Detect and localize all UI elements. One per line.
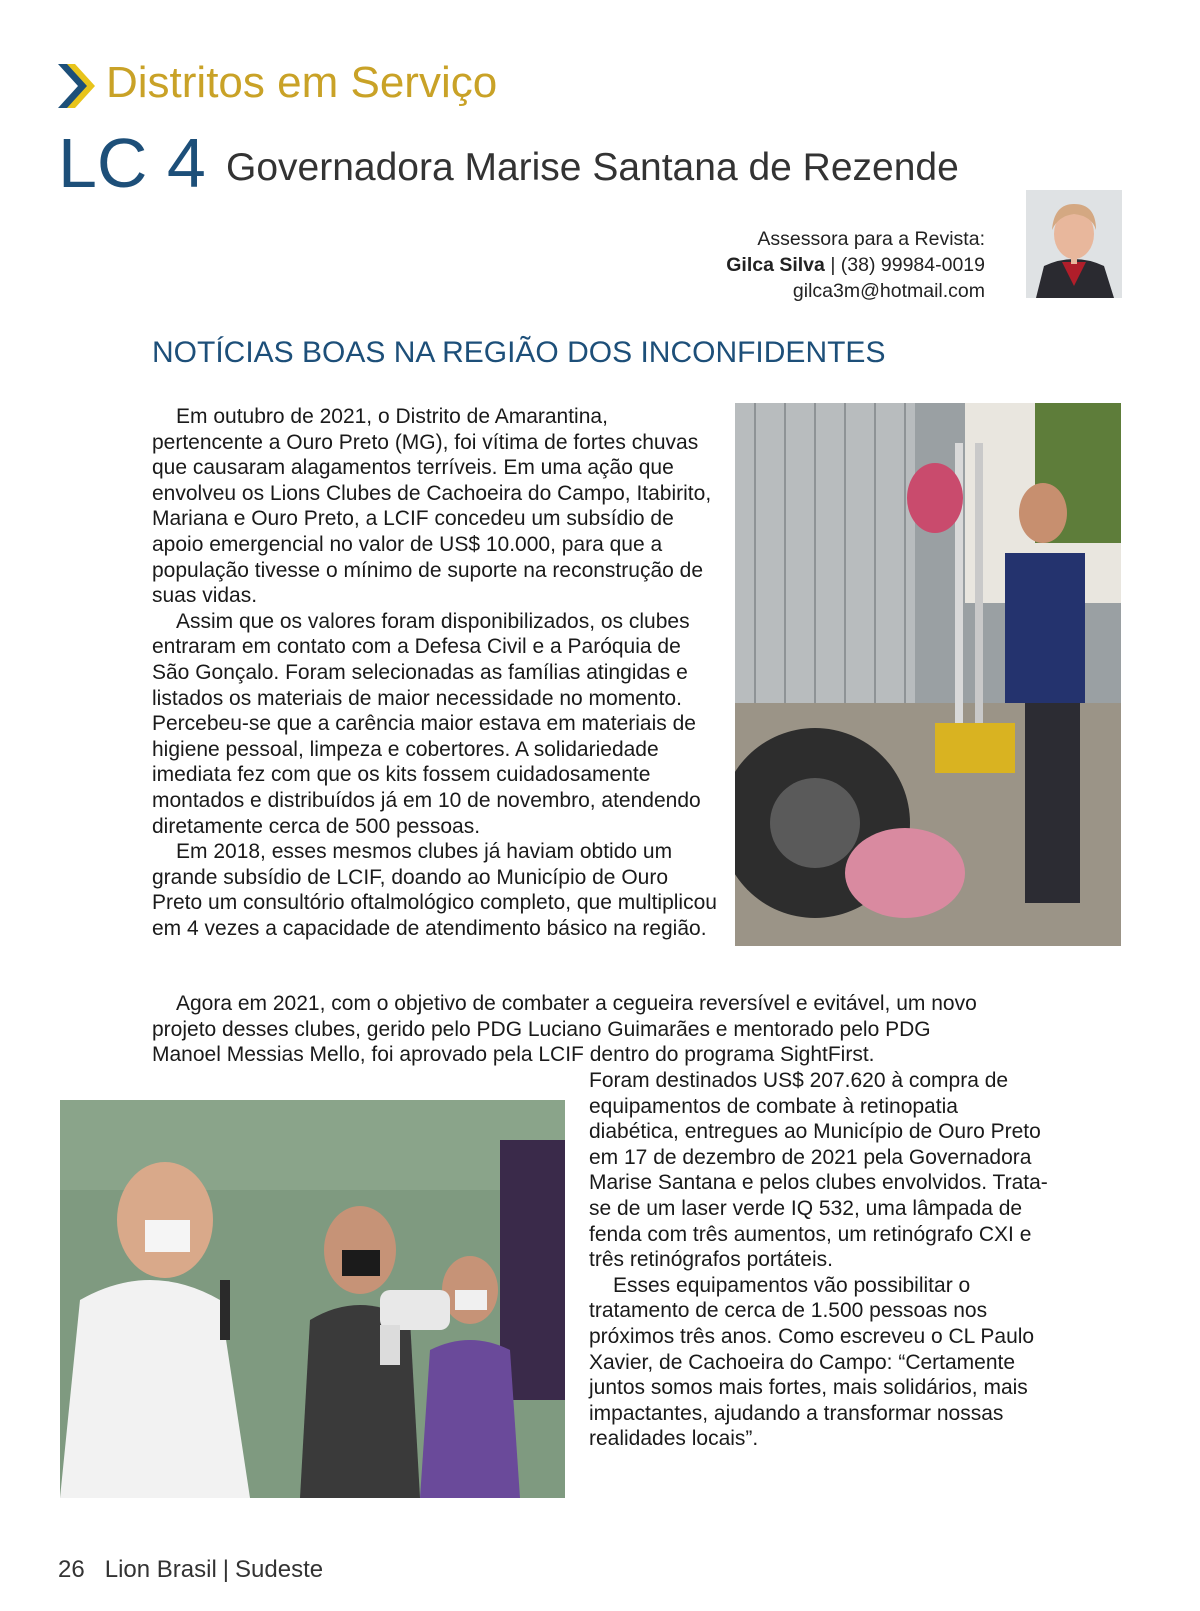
magazine-edition: Sudeste <box>235 1556 324 1583</box>
page-number: 26 <box>58 1556 85 1583</box>
footer-separator: | <box>222 1556 230 1583</box>
governor-name: Governadora Marise Santana de Rezende <box>226 146 959 189</box>
section-title: Distritos em Serviço <box>106 58 498 107</box>
article-column-bottom <box>589 1068 1049 1452</box>
article-column-top <box>152 404 722 941</box>
article-headline: NOTÍCIAS BOAS NA REGIÃO DOS INCONFIDENTES <box>152 336 886 369</box>
article-paragraph: Em 2018, esses mesmos clubes já haviam obtido um grande subsídio de LCIF, doando ao Município de Ouro Preto um consultório oftalmológico completo, que multiplicou em 4 vezes a capacidade de atendimento básico na região. <box>152 840 717 940</box>
contact-role: Assessora para a Revista: <box>757 228 985 250</box>
contact-block <box>726 226 985 304</box>
contact-portrait-photo <box>1026 190 1122 298</box>
contact-line <box>726 252 985 278</box>
contact-name: Gilca Silva <box>726 254 825 276</box>
article-photo-donation <box>735 403 1121 946</box>
article-paragraph: Agora em 2021, com o objetivo de combater a cegueira reversível e evitável, um novo projeto desses clubes, gerido pelo PDG Luciano Guimarães e mentorado pelo PDG Manoel Messias Mello, foi aprovado pela LCIF dentro do programa SightFirst. <box>152 992 977 1067</box>
article-paragraph: Assim que os valores foram disponibilizados, os clubes entraram em contato com a Defesa Civil e a Paróquia de São Gonçalo. Foram selecionadas as famílias atingidas e listados os materiais de maior necessidade no momento. Percebeu-se que a carência maior estava em materiais de higiene pessoal, limpeza e cobertores. A solidariedade imediata fez com que os kits fossem cuidadosamente montados e distribuídos já em 10 de novembro, atendendo diretamente cerca de 500 pessoas. <box>152 609 701 838</box>
article-column-wide <box>152 991 1002 1068</box>
article-paragraph: Em outubro de 2021, o Distrito de Amarantina, pertencente a Ouro Preto (MG), foi vítima de fortes chuvas que causaram alagamentos terríveis. Em uma ação que envolveu os Lions Clubes de Cachoeira do Campo, Itabirito, Mariana e Ouro Preto, a LCIF concedeu um subsídio de apoio emergencial no valor de US$ 10.000, para que a população tivesse o mínimo de suporte na reconstrução de suas vidas. <box>152 405 712 608</box>
contact-phone: | (38) 99984-0019 <box>830 254 985 276</box>
magazine-name: Lion Brasil <box>104 1556 217 1583</box>
article-paragraph: Esses equipamentos vão possibilitar o tratamento de cerca de 1.500 pessoas nos próximos três anos. Como escreveu o CL Paulo Xavier, de Cachoeira do Campo: “Certamente juntos somos mais fortes, mais solidários, mais impactantes, ajudando a transformar nossas realidades locais”. <box>589 1273 1035 1451</box>
district-code: LC 4 <box>58 124 206 202</box>
contact-email[interactable]: gilca3m@hotmail.com <box>792 280 985 302</box>
article-paragraph: Foram destinados US$ 207.620 à compra de equipamentos de combate à retinopatia diabética, entregues ao Município de Ouro Preto em 17 de dezembro de 2021 pela Governadora Marise Santana e pelos clubes envolvidos. Trata-se de um laser verde IQ 532, uma lâmpada de fenda com três aumentos, um retinógrafo CXI e três retinógrafos portáteis. <box>589 1069 1048 1272</box>
article-photo-equipment <box>60 1100 565 1498</box>
section-arrow-icon <box>58 64 98 108</box>
page-footer <box>58 1556 323 1584</box>
